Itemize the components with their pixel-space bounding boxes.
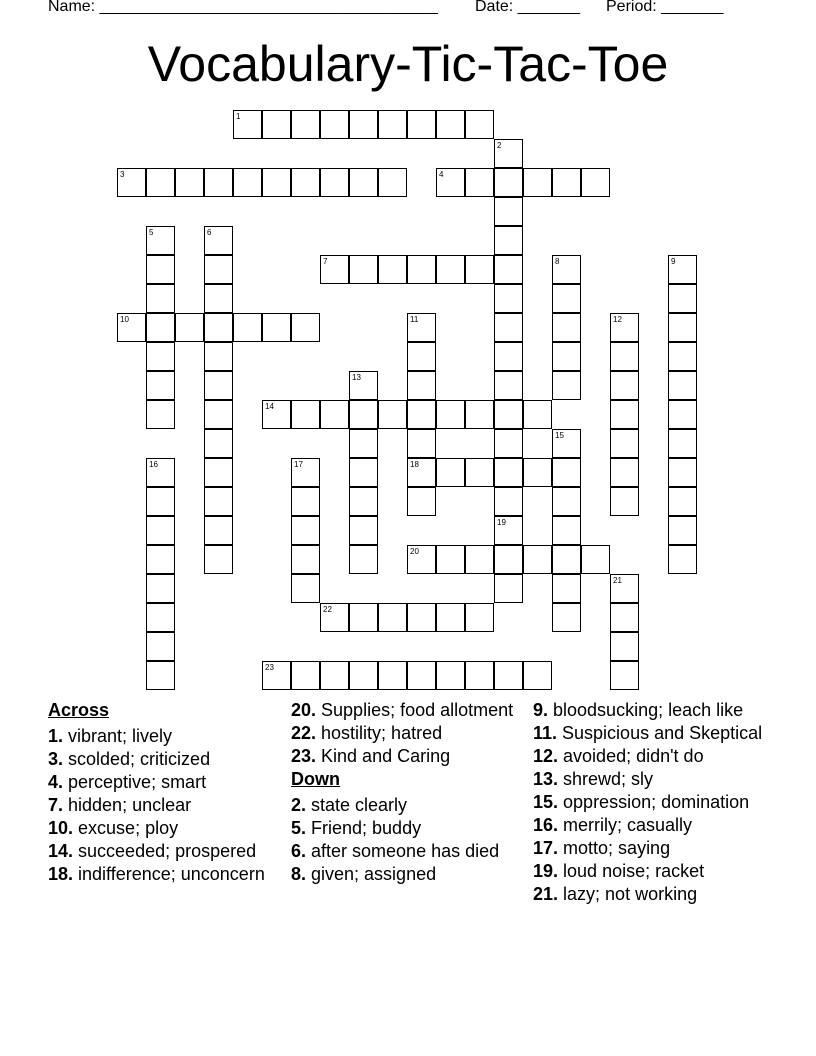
down-heading: Down: [291, 769, 340, 789]
clue-text: lazy; not working: [558, 884, 698, 904]
grid-cell[interactable]: [204, 255, 233, 284]
grid-cell[interactable]: [552, 313, 581, 342]
clue-number: 23: [265, 663, 274, 672]
clue-item: [291, 818, 531, 838]
grid-cell[interactable]: [349, 603, 378, 632]
grid-cell[interactable]: [436, 400, 465, 429]
clue-number: 19: [497, 518, 506, 527]
grid-cell[interactable]: [465, 168, 494, 197]
clue-text: bloodsucking; leach like: [548, 700, 744, 720]
grid-cell[interactable]: [204, 371, 233, 400]
clue-number-label: 9.: [533, 700, 549, 720]
grid-cell[interactable]: [494, 516, 523, 545]
grid-cell[interactable]: [407, 110, 436, 139]
clue-text: merrily; casually: [558, 815, 693, 835]
clue-number: 9: [671, 257, 676, 266]
grid-cell[interactable]: [320, 400, 349, 429]
grid-cell[interactable]: [494, 429, 523, 458]
grid-cell[interactable]: [494, 458, 523, 487]
grid-cell[interactable]: [407, 313, 436, 342]
clue-number: 5: [149, 228, 154, 237]
grid-cell[interactable]: [349, 255, 378, 284]
grid-cell[interactable]: [494, 342, 523, 371]
across-heading: Across: [48, 700, 110, 720]
clue-item: [533, 746, 773, 766]
grid-cell[interactable]: [407, 458, 436, 487]
clue-number-label: 18.: [48, 864, 74, 884]
clue-number-label: 11.: [533, 723, 558, 743]
clue-number: 2: [497, 141, 502, 150]
grid-cell[interactable]: [436, 168, 465, 197]
grid-cell[interactable]: [436, 458, 465, 487]
clue-item: [291, 864, 531, 884]
clue-number: 21: [613, 576, 622, 585]
clue-text: Kind and Caring: [316, 746, 451, 766]
clue-item: [533, 815, 773, 835]
clue-number-label: 14.: [48, 841, 74, 861]
clue-item: [48, 749, 288, 769]
grid-cell[interactable]: [262, 110, 291, 139]
grid-cell[interactable]: [233, 313, 262, 342]
grid-cell[interactable]: [610, 400, 639, 429]
grid-cell[interactable]: [291, 487, 320, 516]
grid-cell[interactable]: [552, 168, 581, 197]
grid-cell[interactable]: [552, 371, 581, 400]
clue-number-label: 8.: [291, 864, 307, 884]
grid-cell[interactable]: [668, 342, 697, 371]
grid-cell[interactable]: [291, 516, 320, 545]
clue-item: [533, 769, 773, 789]
clue-number: 10: [120, 315, 129, 324]
grid-cell[interactable]: [436, 545, 465, 574]
clue-text: state clearly: [306, 795, 408, 815]
grid-cell[interactable]: [204, 226, 233, 255]
clue-text: scolded; criticized: [63, 749, 211, 769]
grid-cell[interactable]: [523, 168, 552, 197]
grid-cell[interactable]: [494, 226, 523, 255]
clue-item: [48, 864, 288, 884]
clue-text: succeeded; prospered: [73, 841, 257, 861]
page-title: Vocabulary-Tic-Tac-Toe: [147, 36, 669, 92]
grid-cell[interactable]: [146, 400, 175, 429]
grid-cell[interactable]: [291, 574, 320, 603]
grid-cell[interactable]: [407, 661, 436, 690]
grid-cell[interactable]: [349, 429, 378, 458]
grid-cell[interactable]: [552, 458, 581, 487]
clue-item: [48, 841, 288, 861]
clue-text: hidden; unclear: [63, 795, 192, 815]
grid-cell[interactable]: [349, 371, 378, 400]
grid-cell[interactable]: [494, 255, 523, 284]
clue-item: [48, 795, 288, 815]
clue-number: 14: [265, 402, 274, 411]
grid-cell[interactable]: [407, 255, 436, 284]
grid-cell[interactable]: [117, 168, 146, 197]
clue-item: [48, 818, 288, 838]
grid-cell[interactable]: [204, 342, 233, 371]
clue-text: Supplies; food allotment: [316, 700, 514, 720]
clue-item: [48, 772, 288, 792]
grid-cell[interactable]: [610, 574, 639, 603]
grid-cell[interactable]: [610, 313, 639, 342]
grid-cell[interactable]: [407, 487, 436, 516]
clue-number: 12: [613, 315, 622, 324]
clue-text: oppression; domination: [558, 792, 750, 812]
clue-item: [533, 861, 773, 881]
grid-cell[interactable]: [320, 168, 349, 197]
grid-cell[interactable]: [204, 458, 233, 487]
clue-number-label: 21.: [533, 884, 559, 904]
clue-number-label: 4.: [48, 772, 64, 792]
grid-cell[interactable]: [320, 661, 349, 690]
grid-cell[interactable]: [291, 661, 320, 690]
clue-number: 15: [555, 431, 564, 440]
grid-cell[interactable]: [378, 168, 407, 197]
grid-cell[interactable]: [610, 487, 639, 516]
grid-cell[interactable]: [204, 429, 233, 458]
grid-cell[interactable]: [146, 487, 175, 516]
clue-number-label: 5.: [291, 818, 307, 838]
clue-number: 16: [149, 460, 158, 469]
grid-cell[interactable]: [465, 661, 494, 690]
clue-text: avoided; didn't do: [558, 746, 704, 766]
grid-cell[interactable]: [668, 255, 697, 284]
grid-cell[interactable]: [610, 632, 639, 661]
grid-cell[interactable]: [494, 168, 523, 197]
clue-item: [291, 795, 531, 815]
clue-number-label: 7.: [48, 795, 64, 815]
clue-item: [533, 792, 773, 812]
grid-cell[interactable]: [523, 661, 552, 690]
grid-cell[interactable]: [668, 458, 697, 487]
grid-cell[interactable]: [581, 168, 610, 197]
grid-cell[interactable]: [146, 661, 175, 690]
clue-number: 7: [323, 257, 328, 266]
grid-cell[interactable]: [465, 603, 494, 632]
grid-cell[interactable]: [552, 574, 581, 603]
grid-cell[interactable]: [494, 661, 523, 690]
grid-cell[interactable]: [552, 487, 581, 516]
clue-number-label: 15.: [533, 792, 559, 812]
grid-cell[interactable]: [291, 458, 320, 487]
grid-cell[interactable]: [291, 110, 320, 139]
clue-item: [291, 841, 531, 861]
grid-cell[interactable]: [146, 371, 175, 400]
grid-cell[interactable]: [320, 603, 349, 632]
grid-cell[interactable]: [146, 168, 175, 197]
grid-cell[interactable]: [668, 371, 697, 400]
clue-item: [533, 838, 773, 858]
grid-cell[interactable]: [349, 545, 378, 574]
grid-cell[interactable]: [552, 342, 581, 371]
grid-cell[interactable]: [349, 400, 378, 429]
clue-number-label: 2.: [291, 795, 307, 815]
clue-number: 1: [236, 112, 241, 121]
grid-cell[interactable]: [291, 168, 320, 197]
grid-cell[interactable]: [349, 487, 378, 516]
grid-cell[interactable]: [204, 168, 233, 197]
grid-cell[interactable]: [494, 487, 523, 516]
grid-cell[interactable]: [494, 313, 523, 342]
clue-number-label: 3.: [48, 749, 64, 769]
grid-cell[interactable]: [494, 371, 523, 400]
grid-cell[interactable]: [668, 545, 697, 574]
grid-cell[interactable]: [146, 255, 175, 284]
grid-cell[interactable]: [552, 545, 581, 574]
grid-cell[interactable]: [407, 371, 436, 400]
grid-cell[interactable]: [465, 255, 494, 284]
grid-cell[interactable]: [320, 255, 349, 284]
clue-text: after someone has died: [306, 841, 500, 861]
clue-text: given; assigned: [306, 864, 437, 884]
grid-cell[interactable]: [523, 458, 552, 487]
grid-cell[interactable]: [146, 313, 175, 342]
grid-cell[interactable]: [465, 545, 494, 574]
clues-column-3: [533, 700, 773, 907]
grid-cell[interactable]: [668, 429, 697, 458]
grid-cell[interactable]: [610, 371, 639, 400]
clue-number-label: 17.: [533, 838, 559, 858]
grid-cell[interactable]: [465, 110, 494, 139]
grid-cell[interactable]: [233, 168, 262, 197]
grid-cell[interactable]: [494, 284, 523, 313]
grid-cell[interactable]: [320, 110, 349, 139]
grid-cell[interactable]: [349, 110, 378, 139]
grid-cell[interactable]: [668, 313, 697, 342]
grid-cell[interactable]: [146, 632, 175, 661]
grid-cell[interactable]: [668, 516, 697, 545]
grid-cell[interactable]: [378, 110, 407, 139]
clue-number: 3: [120, 170, 125, 179]
grid-cell[interactable]: [581, 545, 610, 574]
clue-text: Suspicious and Skeptical: [557, 723, 763, 743]
clue-number-label: 10.: [48, 818, 74, 838]
clue-number-label: 22.: [291, 723, 317, 743]
grid-cell[interactable]: [146, 284, 175, 313]
grid-cell[interactable]: [436, 603, 465, 632]
clue-number: 13: [352, 373, 361, 382]
period-field: Period: _______: [606, 0, 724, 15]
clue-item: [291, 700, 531, 720]
grid-cell[interactable]: [349, 458, 378, 487]
clue-item: [291, 723, 531, 743]
grid-cell[interactable]: [523, 545, 552, 574]
clue-item: [291, 746, 531, 766]
clues-column-1: [48, 700, 288, 887]
grid-cell[interactable]: [349, 516, 378, 545]
grid-cell[interactable]: [349, 168, 378, 197]
grid-cell[interactable]: [610, 603, 639, 632]
clue-text: Friend; buddy: [306, 818, 422, 838]
grid-cell[interactable]: [291, 545, 320, 574]
clue-item: [533, 700, 773, 720]
grid-cell[interactable]: [146, 574, 175, 603]
grid-cell[interactable]: [407, 603, 436, 632]
clue-number: 4: [439, 170, 444, 179]
grid-cell[interactable]: [117, 313, 146, 342]
clue-number: 17: [294, 460, 303, 469]
grid-cell[interactable]: [378, 400, 407, 429]
grid-cell[interactable]: [349, 661, 378, 690]
clue-number-label: 13.: [533, 769, 559, 789]
grid-cell[interactable]: [146, 516, 175, 545]
grid-cell[interactable]: [378, 603, 407, 632]
clue-number-label: 20.: [291, 700, 317, 720]
grid-cell[interactable]: [291, 313, 320, 342]
grid-cell[interactable]: [523, 400, 552, 429]
grid-cell[interactable]: [175, 313, 204, 342]
grid-cell[interactable]: [262, 313, 291, 342]
grid-cell[interactable]: [552, 284, 581, 313]
grid-cell[interactable]: [204, 516, 233, 545]
clue-text: excuse; ploy: [73, 818, 179, 838]
clue-text: indifference; unconcern: [73, 864, 265, 884]
clue-text: shrewd; sly: [558, 769, 654, 789]
grid-cell[interactable]: [204, 400, 233, 429]
clue-number-label: 16.: [533, 815, 559, 835]
clue-number-label: 19.: [533, 861, 559, 881]
clue-item: [48, 726, 288, 746]
grid-cell[interactable]: [262, 400, 291, 429]
clue-text: perceptive; smart: [63, 772, 207, 792]
grid-cell[interactable]: [494, 139, 523, 168]
grid-cell[interactable]: [610, 342, 639, 371]
grid-cell[interactable]: [610, 429, 639, 458]
grid-cell[interactable]: [465, 458, 494, 487]
clue-number: 20: [410, 547, 419, 556]
grid-cell[interactable]: [610, 661, 639, 690]
clues-column-2: [291, 700, 531, 887]
clue-number: 6: [207, 228, 212, 237]
grid-cell[interactable]: [146, 458, 175, 487]
grid-cell[interactable]: [465, 400, 494, 429]
clue-item: [533, 884, 773, 904]
grid-cell[interactable]: [494, 545, 523, 574]
grid-cell[interactable]: [407, 429, 436, 458]
grid-cell[interactable]: [146, 226, 175, 255]
grid-cell[interactable]: [552, 603, 581, 632]
grid-cell[interactable]: [204, 313, 233, 342]
clue-text: motto; saying: [558, 838, 671, 858]
clue-item: [533, 723, 773, 743]
grid-cell[interactable]: [494, 574, 523, 603]
date-field: Date: _______: [475, 0, 580, 15]
clue-text: vibrant; lively: [63, 726, 173, 746]
grid-cell[interactable]: [494, 400, 523, 429]
clue-number: 18: [410, 460, 419, 469]
grid-cell[interactable]: [668, 284, 697, 313]
grid-cell[interactable]: [552, 516, 581, 545]
clue-number-label: 6.: [291, 841, 307, 861]
grid-cell[interactable]: [407, 400, 436, 429]
clue-number-label: 1.: [48, 726, 64, 746]
grid-cell[interactable]: [146, 342, 175, 371]
clue-number: 22: [323, 605, 332, 614]
clue-number-label: 23.: [291, 746, 317, 766]
grid-cell[interactable]: [668, 487, 697, 516]
grid-cell[interactable]: [262, 168, 291, 197]
grid-cell[interactable]: [378, 661, 407, 690]
grid-cell[interactable]: [494, 197, 523, 226]
grid-cell[interactable]: [378, 255, 407, 284]
grid-cell[interactable]: [233, 110, 262, 139]
clue-text: hostility; hatred: [316, 723, 443, 743]
clue-number-label: 12.: [533, 746, 559, 766]
grid-cell[interactable]: [204, 545, 233, 574]
grid-cell[interactable]: [552, 429, 581, 458]
grid-cell[interactable]: [262, 661, 291, 690]
grid-cell[interactable]: [175, 168, 204, 197]
name-field: Name: ______________________________________: [48, 0, 438, 15]
clue-number: 11: [410, 315, 419, 324]
grid-cell[interactable]: [552, 255, 581, 284]
grid-cell[interactable]: [436, 661, 465, 690]
grid-cell[interactable]: [407, 545, 436, 574]
grid-cell[interactable]: [204, 284, 233, 313]
grid-cell[interactable]: [436, 110, 465, 139]
grid-cell[interactable]: [146, 603, 175, 632]
grid-cell[interactable]: [610, 458, 639, 487]
grid-cell[interactable]: [204, 487, 233, 516]
clue-text: loud noise; racket: [558, 861, 705, 881]
grid-cell[interactable]: [146, 545, 175, 574]
grid-cell[interactable]: [291, 400, 320, 429]
grid-cell[interactable]: [436, 255, 465, 284]
grid-cell[interactable]: [407, 342, 436, 371]
grid-cell[interactable]: [668, 400, 697, 429]
clue-number: 8: [555, 257, 560, 266]
